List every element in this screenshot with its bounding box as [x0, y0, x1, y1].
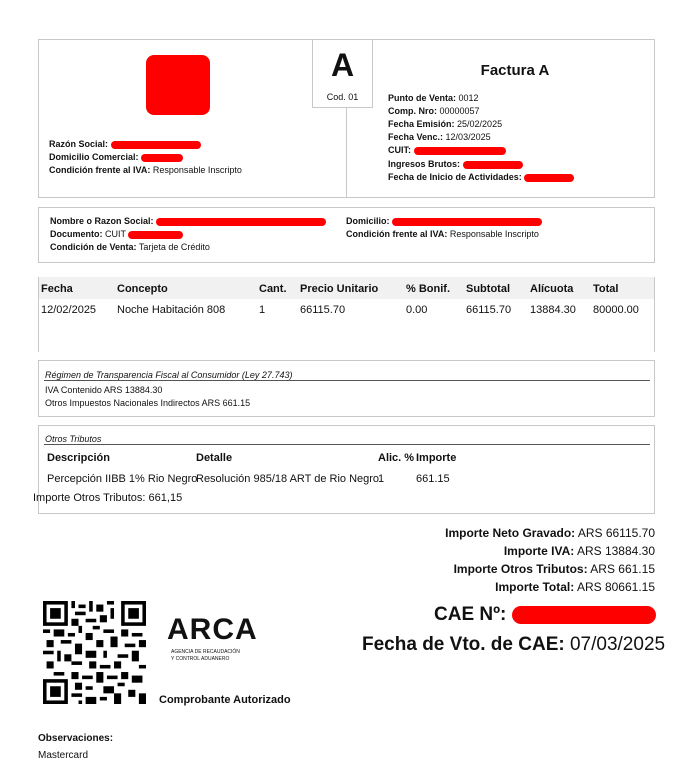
receptor-condicion-venta: Condición de Venta: Tarjeta de Crédito	[50, 242, 210, 252]
col-header-fecha: Fecha	[41, 283, 73, 295]
transparencia-title: Régimen de Transparencia Fiscal al Consumidor (Ley 27.743)	[45, 370, 293, 380]
cae-vencimiento: Fecha de Vto. de CAE: 07/03/2025	[362, 634, 666, 655]
col-header-total: Total	[593, 283, 619, 295]
emisor-domicilio: Domicilio Comercial:	[49, 151, 183, 164]
arca-logo	[167, 614, 258, 663]
tributo-col-descripcion: Descripción	[47, 452, 110, 464]
emisor-condicion-iva: Condición frente al IVA: Responsable Inscripto	[49, 165, 242, 175]
col-header-precio: Precio Unitario	[300, 283, 379, 295]
otros-tributos-title: Otros Tributos	[45, 434, 102, 444]
redacted-logo	[146, 55, 210, 115]
col-header-subtotal: Subtotal	[466, 283, 510, 295]
item-alicuota: 13884.30	[530, 304, 576, 316]
cae-number: CAE Nº:	[434, 604, 656, 626]
redacted-field	[128, 231, 183, 239]
tributo-alicuota: 1	[378, 473, 385, 485]
arca-logo-sub1: AGENCIA DE RECAUDACIÓN	[171, 649, 240, 655]
otros-tributos-rule	[44, 444, 650, 445]
tributo-detalle: Resolución 985/18 ART de Rio Negro	[196, 473, 380, 485]
invoice-title: Factura A	[480, 62, 550, 79]
col-header-alicuota: Alícuota	[530, 283, 574, 295]
tributo-total: Importe Otros Tributos: 661,15	[33, 492, 183, 504]
punto-de-venta: Punto de Venta: 0012	[388, 93, 479, 103]
observaciones-label: Observaciones:	[38, 733, 114, 744]
item-bonif: 0.00	[406, 304, 428, 316]
tributo-col-alicuota: Alic. %	[378, 452, 415, 464]
comprobante-autorizado: Comprobante Autorizado	[159, 694, 291, 706]
receptor-nombre: Nombre o Razon Social:	[50, 215, 326, 228]
tributo-descripcion: Percepción IIBB 1% Rio Negro	[47, 473, 198, 485]
arca-logo-text: ARCA	[167, 613, 258, 646]
total-neto-gravado: Importe Neto Gravado: ARS 66115.70	[445, 526, 655, 540]
inicio-actividades: Fecha de Inicio de Actividades:	[388, 171, 574, 184]
invoice-letter-box	[312, 39, 373, 108]
redacted-field	[414, 147, 506, 155]
redacted-field	[141, 154, 183, 162]
fecha-emision: Fecha Emisión: 25/02/2025	[388, 119, 503, 129]
fecha-vencimiento: Fecha Venc.: 12/03/2025	[388, 132, 491, 142]
transparencia-iva: IVA Contenido ARS 13884.30	[45, 385, 163, 395]
observaciones-value: Mastercard	[38, 750, 89, 761]
receptor-condicion-iva: Condición frente al IVA: Responsable Inscripto	[346, 229, 539, 239]
total-importe: Importe Total: ARS 80661.15	[495, 580, 655, 594]
items-table-border	[654, 277, 655, 352]
redacted-field	[524, 174, 574, 182]
arca-logo-sub2: Y CONTROL ADUANERO	[171, 656, 230, 662]
col-header-cant: Cant.	[259, 283, 287, 295]
redacted-field	[156, 218, 326, 226]
tributo-importe: 661.15	[416, 473, 450, 485]
item-concepto: Noche Habitación 808	[117, 304, 226, 316]
redacted-field	[463, 161, 523, 169]
emisor-razon-social: Razón Social:	[49, 138, 201, 151]
receptor-domicilio: Domicilio:	[346, 215, 542, 228]
item-cant: 1	[259, 304, 266, 316]
item-subtotal: 66115.70	[466, 304, 512, 316]
receptor-documento: Documento: CUIT	[50, 228, 183, 241]
item-precio: 66115.70	[300, 304, 346, 316]
col-header-bonif: % Bonif.	[406, 283, 450, 295]
qr-code-icon	[43, 601, 146, 704]
tributo-col-importe: Importe	[416, 452, 457, 464]
ingresos-brutos: Ingresos Brutos:	[388, 158, 523, 171]
invoice-letter: A	[330, 47, 355, 83]
col-header-concepto: Concepto	[117, 283, 168, 295]
redacted-field	[111, 141, 201, 149]
item-fecha: 12/02/2025	[41, 304, 97, 316]
emisor-cuit: CUIT:	[388, 144, 506, 157]
item-total: 80000.00	[593, 304, 639, 316]
invoice-letter-code: Cod. 01	[326, 92, 359, 102]
transparencia-otros: Otros Impuestos Nacionales Indirectos ARS 661.15	[45, 398, 251, 408]
total-otros-tributos: Importe Otros Tributos: ARS 661.15	[453, 562, 655, 576]
redacted-field	[512, 606, 656, 624]
comp-nro: Comp. Nro: 00000057	[388, 106, 480, 116]
redacted-field	[392, 218, 542, 226]
items-table-border	[38, 277, 39, 352]
tributo-col-detalle: Detalle	[196, 452, 233, 464]
total-iva: Importe IVA: ARS 13884.30	[503, 544, 655, 558]
